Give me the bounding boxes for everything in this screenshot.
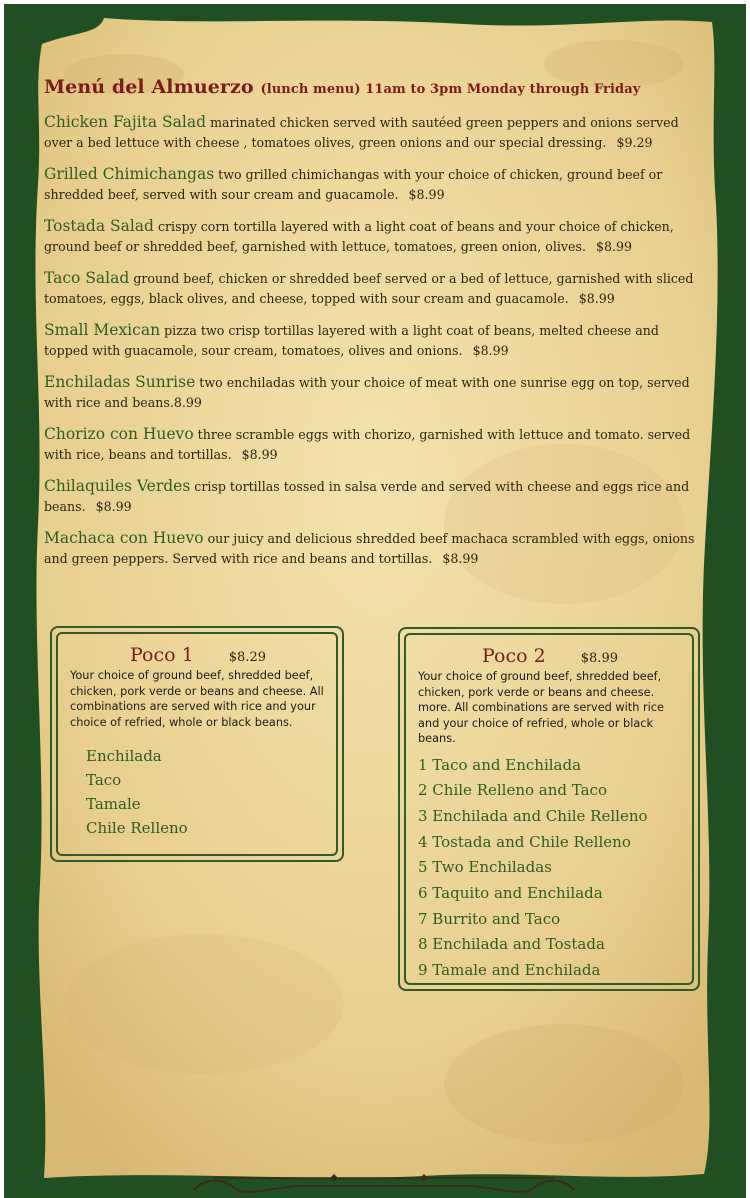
item-name: Tostada Salad — [44, 217, 154, 235]
list-item: Chile Relleno — [86, 819, 188, 837]
menu-item — [44, 476, 704, 517]
item-description: pizza two crisp tortillas layered with a light coat of beans, melted cheese and topped with guacamole, sour cream, tomatoes, olives and onions. — [44, 323, 659, 358]
item-price: $8.99 — [442, 551, 479, 566]
poco-1-price: $8.29 — [228, 650, 266, 665]
list-item: 4 Tostada and Chile Relleno — [418, 832, 631, 851]
item-name: Taco Salad — [44, 269, 130, 287]
menu-item — [44, 424, 704, 465]
item-description: crispy corn tortilla layered with a light coat of beans and your choice of chicken, ground beef or shredded beef, garnished with lettuce, tomatoes, green onion, olives. — [44, 219, 674, 254]
list-item: Tamale — [86, 795, 141, 813]
poco-2-inner — [404, 633, 694, 985]
item-description: ground beef, chicken or shredded beef served or a bed of lettuce, garnished with sliced tomatoes, eggs, black olives, and cheese, topped with sour cream and guacamole. — [44, 271, 694, 306]
poco-1-options — [70, 744, 326, 840]
item-name: Small Mexican — [44, 321, 161, 339]
menu-item — [44, 216, 704, 257]
item-description: two enchiladas with your choice of meat with one sunrise egg on top, served with rice and beans.8.99 — [44, 375, 690, 410]
menu-subtitle: (lunch menu) 11am to 3pm Monday through Friday — [260, 82, 641, 97]
poco-2-options — [418, 753, 682, 984]
item-description: marinated chicken served with sautéed green peppers and onions served over a bed lettuce with cheese , tomatoes olives, green onions and our special dressing. — [44, 115, 679, 150]
list-item: 6 Taquito and Enchilada — [418, 884, 603, 903]
menu-item — [44, 268, 704, 309]
menu-title — [44, 76, 704, 98]
item-price: $8.99 — [408, 187, 445, 202]
item-name: Enchiladas Sunrise — [44, 373, 196, 391]
list-item: 3 Enchilada and Chile Relleno — [418, 806, 648, 825]
poco-1-description: Your choice of ground beef, shredded beef, chicken, pork verde or beans and cheese. All combinations are served with rice and your choice of refried, whole or black beans. — [70, 669, 324, 729]
menu-item — [44, 528, 704, 569]
menu-title-text: Menú del Almuerzo — [44, 76, 254, 98]
poco-2-title: Poco 2 — [482, 645, 546, 667]
list-item: 5 Two Enchiladas — [418, 858, 552, 877]
list-item: Taco — [86, 771, 122, 789]
item-price: $8.99 — [95, 499, 132, 514]
item-price: $8.99 — [578, 291, 615, 306]
list-item: Enchilada — [86, 747, 162, 765]
item-price: $8.99 — [472, 343, 509, 358]
menu-item — [44, 320, 704, 361]
item-name: Chilaquiles Verdes — [44, 477, 191, 495]
poco-1-box — [50, 626, 344, 862]
menu-items — [44, 112, 704, 569]
poco-1-header — [70, 644, 326, 666]
list-item: 9 Tamale and Enchilada — [418, 961, 601, 980]
lunch-menu — [44, 76, 704, 580]
poco-1-inner — [56, 632, 338, 856]
poco-1-title: Poco 1 — [130, 644, 194, 666]
item-description: our juicy and delicious shredded beef machaca scrambled with eggs, onions and green peppers. Served with rice and beans and tortillas. — [44, 531, 695, 566]
item-name: Chicken Fajita Salad — [44, 113, 207, 131]
decorative-flourish — [184, 1164, 584, 1198]
item-description: crisp tortillas tossed in salsa verde and served with cheese and eggs rice and beans. — [44, 479, 690, 514]
list-item: 1 Taco and Enchilada — [418, 755, 582, 774]
poco-2-description: Your choice of ground beef, shredded beef, chicken, pork verde or beans and cheese. more. All combinations are served with rice and your choice of refried, whole or black beans. — [418, 670, 664, 745]
poco-2-header — [418, 645, 682, 667]
list-item: 2 Chile Relleno and Taco — [418, 781, 607, 800]
poco-2-price: $8.99 — [580, 651, 618, 666]
menu-item — [44, 372, 704, 413]
item-price: $8.99 — [241, 447, 278, 462]
menu-item — [44, 164, 704, 205]
list-item: 8 Enchilada and Tostada — [418, 935, 605, 954]
item-name: Chorizo con Huevo — [44, 425, 194, 443]
item-price: $9.29 — [616, 135, 653, 150]
item-description: two grilled chimichangas with your choice of chicken, ground beef or shredded beef, served with sour cream and guacamole. — [44, 167, 663, 202]
item-price: $8.99 — [595, 239, 633, 254]
item-description: three scramble eggs with chorizo, garnished with lettuce and tomato. served with rice, beans and tortillas. — [44, 427, 691, 462]
item-name: Machaca con Huevo — [44, 529, 204, 547]
poco-2-box — [398, 627, 700, 991]
list-item: 7 Burrito and Taco — [418, 909, 561, 928]
menu-item — [44, 112, 704, 153]
item-name: Grilled Chimichangas — [44, 165, 215, 183]
